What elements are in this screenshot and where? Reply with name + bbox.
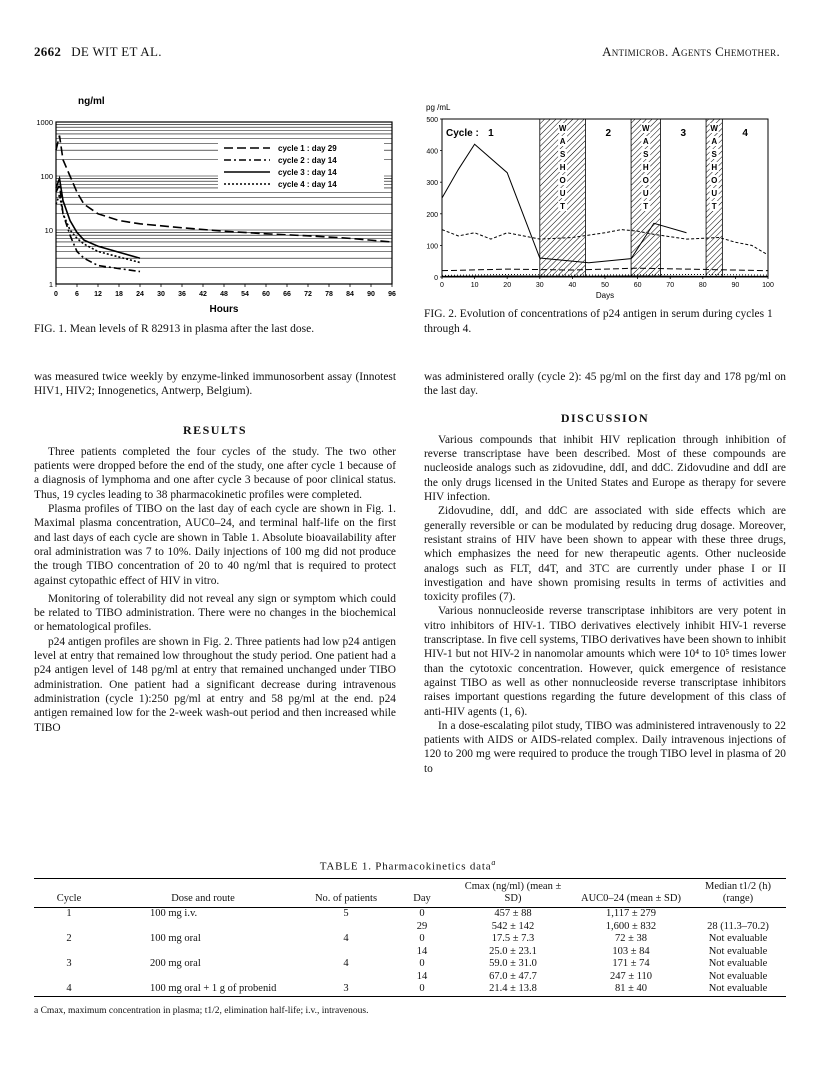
table-header-row: [34, 879, 786, 908]
fig1-xtick-label: 48: [220, 291, 228, 298]
table-cell-patients: 4: [343, 958, 349, 970]
fig2-ytick-label: 0: [434, 275, 438, 282]
fig2-washout-letter: S: [711, 150, 717, 159]
table-row: [34, 921, 786, 934]
fig2-washout-letter: H: [642, 163, 649, 172]
table-cell-dose: 200 mg oral: [150, 958, 201, 970]
right-column: [424, 370, 786, 776]
fig2-xtick-label: 10: [470, 282, 479, 289]
table-cell-patients: [302, 971, 390, 984]
discussion-paragraph-4: In a dose-escalating pilot study, TIBO was administered intravenously to 22 patients with AIDS or AIDS-related complex. Daily intravenous injections of 120 to 200 mg were required to produce the trough TIBO level in plasma of 20 to: [424, 719, 786, 775]
fig2-cycle-number: 3: [680, 128, 687, 139]
fig1-xtick-label: 0: [54, 291, 58, 298]
fig2-ylabel: pg /mL: [426, 103, 451, 112]
fig2-cycle-number: 4: [742, 128, 748, 139]
table-cell-cycle: [34, 921, 104, 934]
table-cell-cycle: 2: [66, 933, 72, 945]
results-paragraph-4: p24 antigen profiles are shown in Fig. 2. Three patients had low p24 antigen level at entry that remained low throughout the study period. One patient had a p24 antigen level of 148 pg/ml at entry that remained unchanged under TIBO administration. One patient had a significant decrease during intravenous administration (cycle 1):250 pg/ml at entry and 58 pg/ml at the end. p24 antigen remained low for the 2-week wash-out period and then increased while TIBO: [34, 635, 396, 734]
fig2-washout-letter: O: [559, 176, 566, 185]
table-cell-auc: 81 ± 40: [572, 983, 690, 996]
table-cell-cycle: [34, 946, 104, 959]
table-cell-t12: [690, 908, 786, 921]
right-intro-paragraph: was administered orally (cycle 2): 45 pg/ml on the first day and 178 pg/ml on the last day.: [424, 371, 786, 398]
fig1-legend-label: cycle 1 : day 29: [278, 144, 337, 153]
fig1-xtick-label: 42: [199, 291, 207, 298]
fig2-washout-letter: W: [710, 124, 718, 133]
table-cell-auc: 72 ± 38: [614, 933, 647, 945]
fig2-ytick-label: 100: [426, 243, 438, 251]
table-row: [34, 983, 786, 996]
fig2-washout-letter: A: [711, 137, 718, 146]
table-cell-cmax: 542 ± 142: [491, 920, 535, 932]
table-cell-day: 0: [419, 958, 425, 970]
fig2-washout-letter: H: [559, 163, 566, 172]
left-column: [34, 370, 396, 735]
table-cell-cycle: 1: [66, 908, 72, 920]
table-cell-auc: 103 ± 84: [612, 945, 650, 957]
table-cell-auc: 1,600 ± 832: [605, 920, 657, 932]
fig1-ytick-label: 10: [44, 226, 53, 235]
fig2-washout-letter: U: [711, 189, 718, 198]
table-cell-dose: 100 mg oral + 1 g of probenid: [104, 983, 302, 996]
table-cell-day: 29: [416, 920, 428, 932]
fig2-washout-letter: A: [559, 137, 566, 146]
fig1-xtick-label: 90: [367, 291, 375, 298]
col-auc: AUC0–24 (mean ± SD): [572, 879, 690, 908]
fig2-xtick-label: 60: [633, 282, 642, 289]
fig2-ytick-label: 200: [426, 211, 438, 219]
fig2-cycle-number: 2: [605, 128, 612, 139]
table-cell-cmax: 25.0 ± 23.1: [489, 945, 537, 957]
fig1-ytick-label: 1000: [36, 118, 53, 127]
fig1-xtick-label: 60: [262, 291, 270, 298]
fig1-xtick-label: 24: [136, 291, 144, 298]
table-cell-t12: 28 (11.3–70.2): [707, 920, 769, 932]
fig2-washout-letter: T: [560, 202, 566, 211]
col-day: Day: [390, 879, 454, 908]
table-cell-patients: 3: [302, 983, 390, 996]
table1-title: TABLE 1. Pharmacokinetics data$^a$: [319, 858, 497, 873]
discussion-paragraph-3: Various nonnucleoside reverse transcriptase inhibitors are very potent in vitro inhibitors of HIV-1. TIBO derivatives electively inhibit HIV-1 reverse transcriptase. In five cell systems, TIBO derivatives have been shown to inhibit HIV-1 but not HIV-2 in nanomolar amounts which were 10⁴ to 10⁵ times lower than the cytotoxic concentration. However, quick emergence of resistance against TIBO as well as other nonnucleoside reverse transcriptase inhibitors raises important questions regarding the future development of this class of anti-HIV agents (1, 6).: [424, 605, 786, 718]
fig1-xtick-label: 66: [283, 291, 291, 298]
fig1-ytick-label: 100: [40, 172, 53, 181]
journal-name: Antimicrob. Agents Chemother.: [602, 44, 780, 59]
fig1-legend-label: cycle 2 : day 14: [278, 156, 337, 165]
fig2-washout-letter: U: [559, 189, 566, 198]
fig1-ytick-label: 1: [48, 280, 53, 289]
fig1-ylabel: ng/ml: [78, 96, 105, 107]
fig1-legend-label: cycle 3 : day 14: [278, 168, 337, 177]
fig1-xtick-label: 6: [75, 291, 79, 298]
table-cell-t12: Not evaluable: [708, 958, 768, 970]
fig2-xtick-label: 20: [503, 282, 512, 289]
fig1-xlabel: Hours: [209, 304, 239, 314]
table-row: [34, 958, 786, 971]
col-patients: No. of patients: [302, 879, 390, 908]
fig1-xtick-label: 78: [325, 291, 333, 298]
fig2-cycle-number: 1: [488, 128, 494, 139]
table-cell-patients: 4: [343, 933, 349, 945]
fig2-xtick-label: 30: [535, 282, 544, 289]
table-cell-dose: [104, 921, 302, 934]
fig2-xtick-label: 70: [666, 282, 675, 289]
table-cell-t12: Not evaluable: [708, 945, 768, 957]
discussion-paragraph-2: Zidovudine, ddI, and ddC are associated with side effects which are generally reversible or can be modulated by reducing drug dosage. Moreover, resistant strains of HIV have been shown to appear with these three drugs, which emphasizes the need for new therapeutic agents. Other nucleoside analogs such as FLT, d4T, and 3TC are currently under phase I or II investigation and have shown promising results in terms of activities and toxicity profiles (7).: [424, 505, 786, 604]
table-cell-cycle: 3: [66, 958, 72, 970]
discussion-paragraph-1: Various compounds that inhibit HIV replication through inhibition of reverse transcriptase have been described. Most of these compounds are nucleoside analogs such as zidovudine, ddI, and ddC. Zidovudine and ddI are the only drugs licensed in the United States and Europe as therapy for severe HIV infection.: [424, 433, 786, 504]
table-cell-auc: 1,117 ± 279: [606, 908, 656, 920]
table-row: [34, 933, 786, 946]
fig2-washout-letter: O: [711, 176, 718, 185]
fig2-washout-letter: T: [711, 202, 717, 211]
table-row: [34, 908, 786, 921]
fig2-xtick-label: 90: [731, 282, 740, 289]
fig2-ytick-label: 400: [426, 148, 438, 156]
table-row: [34, 971, 786, 984]
table-cell-day: 0: [419, 908, 425, 920]
discussion-heading: DISCUSSION: [560, 410, 650, 425]
table-cell-auc: 171 ± 74: [612, 958, 650, 970]
table-cell-dose: 100 mg oral: [150, 933, 201, 945]
fig1-xtick-label: 12: [94, 291, 102, 298]
table-cell-t12: Not evaluable: [708, 970, 768, 982]
fig2-washout-letter: H: [711, 163, 718, 172]
table-cell-auc: 247 ± 110: [609, 970, 653, 982]
fig2-ytick-label: 500: [426, 117, 438, 124]
fig1-legend-label: cycle 4 : day 14: [278, 180, 337, 189]
table-row: [34, 946, 786, 959]
fig2-washout-letter: U: [642, 189, 649, 198]
table-cell-t12: Not evaluable: [690, 983, 786, 996]
fig1-xtick-label: 96: [388, 291, 396, 298]
table-cell-day: 0: [419, 933, 425, 945]
fig1-xtick-label: 30: [157, 291, 165, 298]
running-header-left: [34, 44, 162, 60]
fig2-xtick-label: 50: [601, 282, 609, 289]
fig2-cycle-label: Cycle :: [446, 128, 479, 139]
page-number: 2662: [34, 44, 62, 59]
fig1-series-line: [56, 195, 140, 263]
fig1-xtick-label: 18: [115, 291, 123, 298]
fig2-washout-letter: O: [642, 176, 649, 185]
table-cell-cycle: 4: [34, 983, 104, 996]
table-cell-dose: [104, 946, 302, 959]
pharmacokinetics-table: [34, 878, 786, 997]
fig2-washout-letter: A: [642, 137, 649, 146]
table-cell-t12: Not evaluable: [708, 933, 768, 945]
table-cell-cycle: [34, 971, 104, 984]
table-cell-cmax: 59.0 ± 31.0: [489, 958, 537, 970]
fig2-chart: [420, 102, 790, 302]
table-cell-day: 14: [416, 945, 428, 957]
results-paragraph-1: Three patients completed the four cycles of the study. The two other patients were dropped before the end of the study, one after cycle 1 because of a diagnosis of lymphoma and one after cycle 3 because of poor clinical status. Thus, 19 cycles leading to 38 pharmacokinetic profiles were completed.: [34, 445, 396, 501]
fig1-caption: FIG. 1. Mean levels of R 82913 in plasma after the last dose.: [34, 323, 315, 335]
left-intro-paragraph: was measured twice weekly by enzyme-linked immunosorbent assay (Innotest HIV1, HIV2; Innogenetics, Antwerp, Belgium).: [34, 371, 396, 398]
authors: DE WIT ET AL.: [71, 44, 162, 59]
table-cell-patients: 5: [343, 908, 349, 920]
fig1-xtick-label: 84: [346, 291, 354, 298]
table-cell-day: 14: [416, 970, 428, 982]
table1-footnote: a Cmax, maximum concentration in plasma; t1/2, elimination half-life; i.v., intravenous.: [34, 1006, 369, 1016]
fig1-xtick-label: 54: [241, 291, 249, 298]
fig2-xtick-label: 0: [440, 282, 444, 289]
fig1-xtick-label: 72: [304, 291, 312, 298]
fig2-xlabel: Days: [595, 291, 615, 300]
fig2-washout-letter: W: [558, 124, 567, 133]
table-cell-patients: [302, 921, 390, 934]
table-cell-day: 0: [390, 983, 454, 996]
table-cell-dose: 100 mg i.v.: [150, 908, 198, 920]
fig2-washout-letter: T: [643, 202, 649, 211]
col-cycle: Cycle: [34, 879, 104, 908]
results-heading: RESULTS: [182, 422, 248, 437]
fig2-washout-letter: S: [643, 150, 649, 159]
col-dose: Dose and route: [104, 879, 302, 908]
fig2-xtick-label: 100: [762, 282, 774, 289]
col-t12: Median t1/2 (h) (range): [690, 879, 786, 908]
fig1-chart: [30, 92, 400, 314]
table-cell-cmax: 67.0 ± 47.7: [489, 970, 537, 982]
table-cell-cmax: 457 ± 88: [494, 908, 532, 920]
fig2-xtick-label: 40: [568, 282, 577, 289]
results-paragraph-3: Monitoring of tolerability did not reveal any sign or symptom which could be related to TIBO administration. There were no changes in the biochemical or hematological profiles.: [34, 592, 396, 634]
fig2-caption: FIG. 2. Evolution of concentrations of p24 antigen in serum during cycles 1 through 4.: [424, 308, 773, 335]
results-paragraph-2: Plasma profiles of TIBO on the last day of each cycle are shown in Fig. 1. Maximal plasma concentration, AUC0–24, and terminal half-life on the first and last days of each cycle are shown in Table 1. Absolute bioavailability after oral administration was 7 to 10%. Daily injections of 100 mg did not produce the trough TIBO concentration of 20 to 40 ng/ml that is required to protect against cytopathic effect of HIV in vitro.: [34, 503, 396, 587]
table-cell-cmax: 17.5 ± 7.3: [491, 933, 535, 945]
table-cell-patients: [302, 946, 390, 959]
table-cell-dose: [104, 971, 302, 984]
fig2-washout-letter: W: [641, 124, 650, 133]
col-cmax: Cmax (ng/ml) (mean ± SD): [454, 879, 572, 908]
table-cell-cmax: 21.4 ± 13.8: [454, 983, 572, 996]
fig1-xtick-label: 36: [178, 291, 186, 298]
fig2-ytick-label: 300: [426, 180, 438, 188]
fig2-washout-letter: S: [559, 150, 566, 159]
fig2-xtick-label: 80: [698, 282, 707, 289]
